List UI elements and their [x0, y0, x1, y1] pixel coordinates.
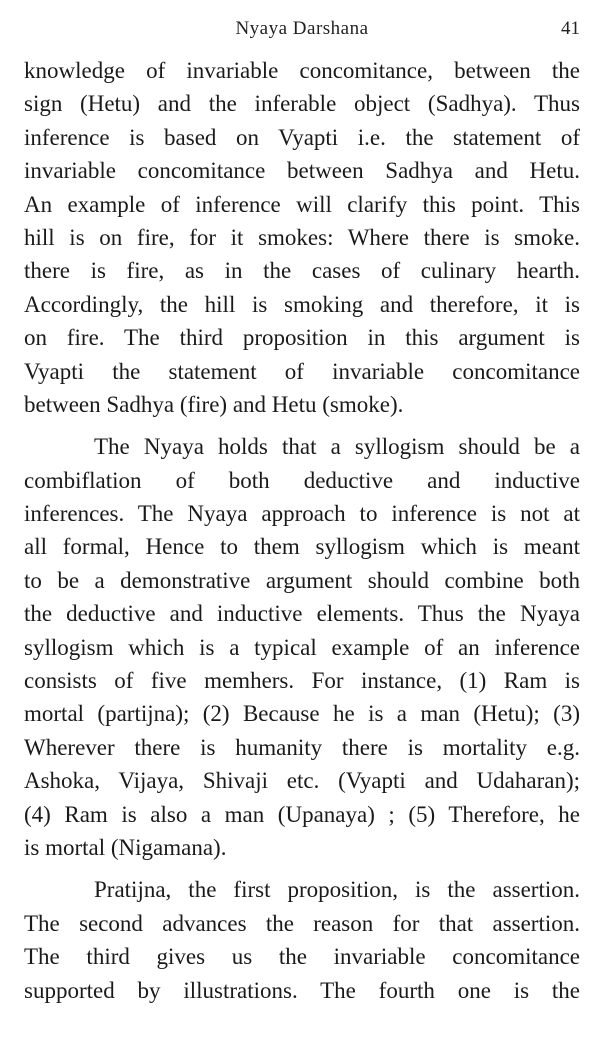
paragraph-gap [24, 864, 580, 873]
text-line: Pratijna, the first proposition, is the assertion. [94, 877, 580, 903]
text-line: mortal (partijna); (2) Because he is a man (Hetu); (3) [24, 701, 580, 727]
text-line: the deductive and inductive elements. Thus the Nyaya [24, 601, 580, 627]
text-line: syllogism which is a typical example of an inference [24, 634, 580, 660]
text-line: consists of five memhers. For instance, (1) Ram is [24, 668, 580, 694]
text-line: invariable concomitance between Sadhya and Hetu. [24, 158, 580, 184]
paragraph-2 [24, 430, 580, 864]
page-header [24, 18, 580, 48]
text-line: between Sadhya (fire) and Hetu (smoke). [24, 391, 404, 417]
body-text [24, 54, 580, 1007]
paragraph-3 [24, 873, 580, 1007]
text-line: supported by illustrations. The fourth one is the [24, 977, 580, 1003]
text-line: on fire. The third proposition in this argument is [24, 325, 580, 351]
text-line: hill is on fire, for it smokes: Where there is smoke. [24, 224, 580, 250]
text-line: The third gives us the invariable concomitance [24, 944, 580, 970]
text-line: sign (Hetu) and the inferable object (Sadhya). Thus [24, 91, 580, 117]
text-line: Ashoka, Vijaya, Shivaji etc. (Vyapti and Udaharan); [24, 768, 580, 794]
running-title: Nyaya Darshana [235, 18, 369, 39]
text-line: Wherever there is humanity there is mortality e.g. [24, 734, 580, 760]
text-line: An example of inference will clarify this point. This [24, 191, 580, 217]
text-line: all formal, Hence to them syllogism which is meant [24, 534, 580, 560]
text-line: inferences. The Nyaya approach to inference is not at [24, 501, 580, 527]
text-line: (4) Ram is also a man (Upanaya) ; (5) Therefore, he [24, 801, 580, 827]
paragraph-gap [24, 421, 580, 430]
text-line: Vyapti the statement of invariable concomitance [24, 358, 580, 384]
page-number: 41 [561, 18, 580, 39]
text-line: there is fire, as in the cases of culinary hearth. [24, 258, 580, 284]
text-line: is mortal (Nigamana). [24, 834, 227, 860]
text-line: to be a demonstrative argument should combine both [24, 567, 580, 593]
paragraph-1 [24, 54, 580, 421]
text-line: inference is based on Vyapti i.e. the statement of [24, 124, 580, 150]
text-line: combiflation of both deductive and inductive [24, 467, 580, 493]
text-line: The second advances the reason for that assertion. [24, 910, 580, 936]
text-line: knowledge of invariable concomitance, between the [24, 58, 580, 83]
text-line: The Nyaya holds that a syllogism should be a [94, 434, 580, 460]
text-line: Accordingly, the hill is smoking and therefore, it is [24, 291, 580, 317]
